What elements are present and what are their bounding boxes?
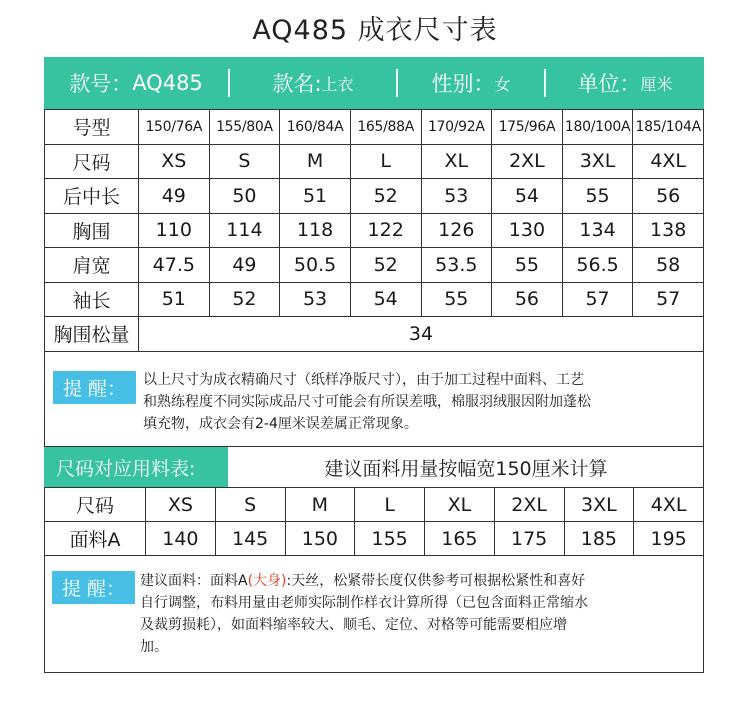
fabric-reminder-line: 加。 (140, 639, 168, 655)
table-row (45, 110, 704, 145)
table-cell: 58 (633, 248, 704, 283)
table-cell: S (215, 488, 285, 522)
table-cell: 55 (421, 282, 492, 317)
unit-label: 单位： (577, 72, 641, 96)
fabric-body-highlight: (大身) (247, 573, 287, 589)
table-cell: 150 (285, 522, 355, 556)
table-cell: 51 (139, 282, 210, 317)
unit (546, 57, 704, 109)
table-cell: 50 (209, 179, 280, 214)
reminder-line: 填充物，成衣会有2-4厘米误差属正常现象。 (143, 416, 418, 432)
table-cell: 52 (350, 179, 421, 214)
table-cell: 134 (562, 213, 633, 248)
size-code-cell: 185/104A (633, 110, 704, 145)
table-cell: 56 (492, 282, 563, 317)
gender-label: 性别： (431, 72, 495, 96)
table-cell: XL (425, 488, 495, 522)
ease-value-cell: 34 (139, 317, 704, 352)
reminder-text (143, 369, 699, 435)
style-name-value: 上衣 (321, 74, 354, 94)
style-name (230, 57, 396, 109)
table-cell: 49 (209, 248, 280, 283)
table-cell: 140 (146, 522, 216, 556)
table-cell: 3XL (562, 144, 633, 179)
table-cell: 126 (421, 213, 492, 248)
table-cell: 56.5 (562, 248, 633, 283)
row-header: 袖长 (45, 282, 139, 317)
table-cell: S (209, 144, 280, 179)
size-code-cell: 175/96A (492, 110, 563, 145)
table-cell: 175 (494, 522, 564, 556)
reminder-line: 和熟练程度不同实际成品尺寸可能会有所误差哦，棉服羽绒服因附加蓬松 (143, 394, 591, 410)
table-cell: M (280, 144, 351, 179)
style-no (44, 57, 228, 109)
table-cell: XS (146, 488, 216, 522)
table-cell: XL (421, 144, 492, 179)
table-cell: 2XL (492, 144, 563, 179)
size-chart-table (44, 109, 704, 352)
table-cell: 185 (564, 522, 634, 556)
style-no-label: 款号： (69, 72, 133, 96)
table-row (45, 179, 704, 214)
table-cell: 3XL (564, 488, 634, 522)
table-cell: L (355, 488, 425, 522)
fabric-reminder-line: 及裁剪损耗），如面料缩率较大、顺毛、定位、对格等可能需要相应增 (140, 617, 567, 633)
row-header: 面料A (45, 522, 146, 556)
table-cell: 165 (425, 522, 495, 556)
row-header: 胸围松量 (45, 317, 139, 352)
table-cell: 52 (209, 282, 280, 317)
fabric-reminder-text (140, 570, 700, 658)
fabric-section-desc: 建议面料用量按幅宽150厘米计算 (324, 457, 608, 480)
table-cell: 51 (280, 179, 351, 214)
table-row (45, 488, 704, 522)
row-header: 号型 (45, 110, 139, 145)
fabric-reminder-line: 自行调整，布料用量由老师实际制作样衣计算所得（已包含面料正常缩水 (140, 595, 588, 611)
table-cell: 57 (562, 282, 633, 317)
fabric-section-header (44, 446, 704, 488)
row-header: 尺码 (45, 488, 146, 522)
table-row (45, 317, 704, 352)
table-cell: M (285, 488, 355, 522)
table-cell: 54 (492, 179, 563, 214)
table-row (45, 248, 704, 283)
reminder-line: 以上尺寸为成衣精确尺寸（纸样净版尺寸），由于加工过程中面料、工艺 (143, 372, 584, 388)
table-cell: 49 (139, 179, 210, 214)
size-code-cell: 180/100A (562, 110, 633, 145)
table-row (45, 144, 704, 179)
style-no-value: AQ485 (132, 71, 203, 95)
table-cell: 56 (633, 179, 704, 214)
table-cell: 52 (350, 248, 421, 283)
page-title: AQ485 成衣尺寸表 (252, 15, 498, 46)
table-cell: 55 (562, 179, 633, 214)
fabric-reminder-note (44, 555, 704, 673)
gender (398, 57, 544, 109)
table-cell: 138 (633, 213, 704, 248)
table-row (45, 282, 704, 317)
size-code-cell: 170/92A (421, 110, 492, 145)
table-cell: 54 (350, 282, 421, 317)
size-code-cell: 155/80A (209, 110, 280, 145)
table-cell: 53 (280, 282, 351, 317)
style-name-label: 款名: (272, 72, 322, 96)
reminder-note (44, 350, 704, 446)
table-cell: 118 (280, 213, 351, 248)
table-cell: L (350, 144, 421, 179)
table-cell: 114 (209, 213, 280, 248)
table-cell: 145 (215, 522, 285, 556)
table-cell: 55 (492, 248, 563, 283)
table-cell: 4XL (633, 144, 704, 179)
table-cell: 122 (350, 213, 421, 248)
table-cell: 50.5 (280, 248, 351, 283)
row-header: 肩宽 (45, 248, 139, 283)
row-header: 胸围 (45, 213, 139, 248)
fabric-section-label: 尺码对应用料表: (44, 447, 228, 487)
table-cell: 110 (139, 213, 210, 248)
table-cell: 57 (633, 282, 704, 317)
table-cell: XS (139, 144, 210, 179)
size-code-cell: 160/84A (280, 110, 351, 145)
fabric-reminder-suffix: :天丝，松紧带长度仅供参考可根据松紧性和喜好 (286, 573, 586, 589)
table-cell: 195 (634, 522, 704, 556)
fabric-usage-table (44, 487, 704, 556)
table-cell: 2XL (494, 488, 564, 522)
table-cell: 47.5 (139, 248, 210, 283)
table-cell: 53.5 (421, 248, 492, 283)
size-code-cell: 165/88A (350, 110, 421, 145)
unit-value: 厘米 (640, 74, 673, 94)
table-cell: 130 (492, 213, 563, 248)
table-row (45, 213, 704, 248)
fabric-reminder-line (140, 570, 700, 592)
row-header: 尺码 (45, 144, 139, 179)
size-code-cell: 150/76A (139, 110, 210, 145)
info-bar (44, 57, 704, 109)
fabric-reminder-badge: 提 醒： (52, 571, 135, 604)
gender-value: 女 (494, 74, 511, 94)
table-cell: 53 (421, 179, 492, 214)
fabric-reminder-prefix: 建议面料：面料A (140, 573, 248, 589)
table-cell: 155 (355, 522, 425, 556)
table-cell: 4XL (634, 488, 704, 522)
table-row (45, 522, 704, 556)
row-header: 后中长 (45, 179, 139, 214)
reminder-badge: 提 醒： (53, 371, 136, 404)
